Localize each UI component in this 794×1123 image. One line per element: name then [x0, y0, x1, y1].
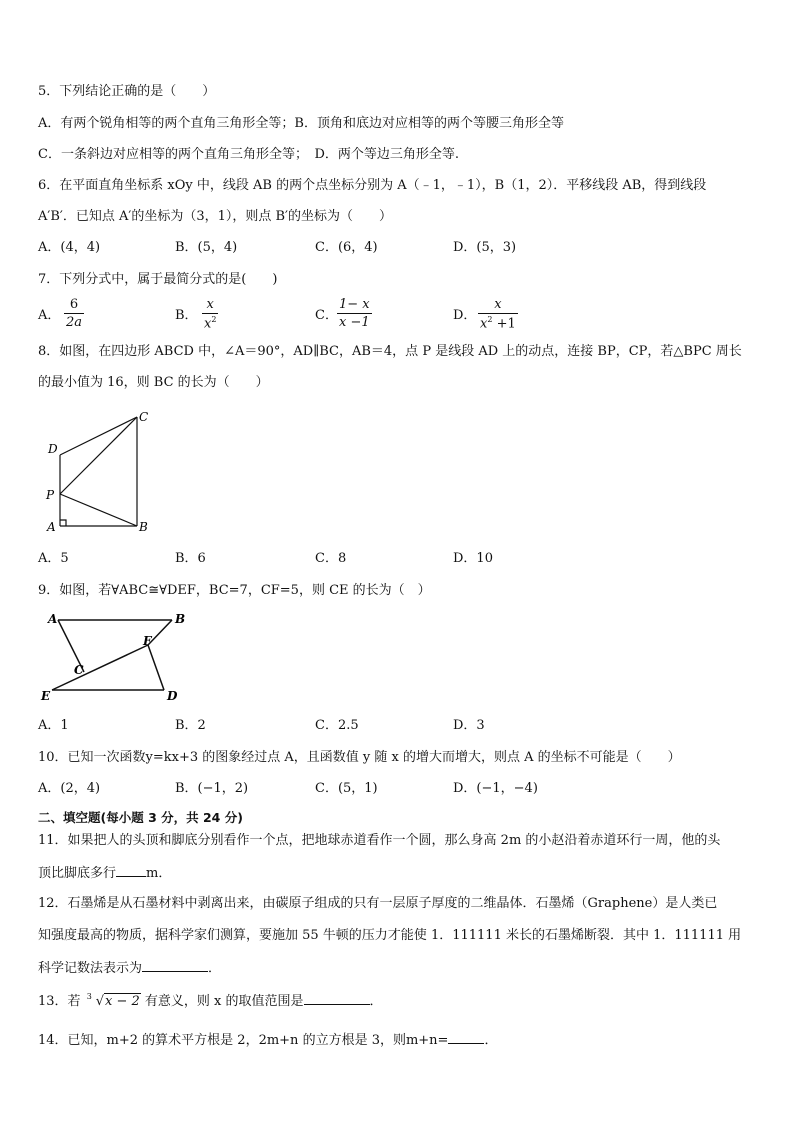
q8-segment-pb — [60, 494, 137, 526]
q12-line3-text: 科学记数法表示为 — [38, 961, 143, 976]
q6-option-b: B．(5，4) — [175, 240, 238, 255]
q9-option-c: C．2.5 — [315, 718, 359, 733]
q8-label-b: B — [139, 520, 148, 534]
q9-label-f: F — [143, 634, 152, 648]
q12-line3-end: ． — [208, 961, 222, 976]
q9-label-c: C — [74, 663, 84, 677]
q9-label-b: B — [175, 612, 186, 626]
q7-fraction-a-denominator-text: 2a — [66, 315, 83, 330]
q5-stem: 5．下列结论正确的是（ ） — [38, 84, 216, 99]
q7-fraction-b-denominator — [202, 313, 218, 331]
q7-label-a: A． — [38, 308, 61, 323]
q7-fraction-d-denominator — [478, 313, 518, 331]
q7-fraction-b — [202, 297, 218, 331]
q7-label-c: C． — [315, 308, 338, 323]
q8-segment-cd — [60, 417, 137, 455]
q8-stem-line2: 的最小值为 16，则 BC 的长为（ ） — [38, 375, 269, 390]
q7-fraction-a — [64, 297, 84, 330]
q13-end: ． — [369, 994, 383, 1009]
q7-fraction-b-denominator-base: x — [204, 316, 212, 332]
q9-triangles-figure — [38, 608, 188, 708]
section-heading-fill-in: 二、填空题(每小题 3 分，共 24 分) — [38, 810, 243, 825]
q5-options-line2: C．一条斜边对应相等的两个直角三角形全等； D．两个等边三角形全等. — [38, 147, 460, 162]
q11-line2-text: 顶比脚底多行 — [38, 866, 117, 881]
q7-stem: 7．下列分式中，属于最简分式的是( ) — [38, 272, 278, 287]
q14-text: 14．已知，m+2 的算术平方根是 2，2m+n 的立方根是 3，则m+n= — [38, 1033, 449, 1048]
q7-fraction-b-denominator-exponent: 2 — [211, 315, 217, 324]
q13-root-index: 3 — [86, 992, 92, 1001]
q8-option-a: A．5 — [38, 551, 69, 566]
q9-option-b: B．2 — [175, 718, 206, 733]
q12-line2: 知强度最高的物质，据科学家们测算，要施加 55 牛顿的压力才能使 1．111111 米长的石墨烯断裂．其中 1．111111 用 — [38, 928, 742, 943]
q9-option-d: D．3 — [453, 718, 485, 733]
q7-fraction-c-denominator-text: x −1 — [339, 315, 370, 330]
q8-option-d: D．10 — [453, 551, 493, 566]
q7-fraction-d-denominator-exponent: 2 — [487, 315, 493, 324]
q6-option-d: D．(5，3) — [453, 240, 517, 255]
q9-segment-bf — [148, 620, 172, 645]
q8-option-c: C．8 — [315, 551, 347, 566]
q11-line2-unit: m． — [146, 866, 172, 881]
q8-segment-pc — [60, 417, 137, 494]
q9-segment-ef — [52, 645, 148, 690]
q7-fraction-b-numerator: x — [206, 297, 214, 312]
q9-stem: 9．如图，若∀ABC≅∀DEF，BC=7，CF=5，则 CE 的长为（ ） — [38, 583, 431, 598]
q6-option-a: A．(4，4) — [38, 240, 101, 255]
q13-radicand: x − 2 — [104, 994, 140, 1009]
q13-line — [38, 992, 383, 1010]
q7-fraction-d — [478, 297, 518, 331]
q7-fraction-a-denominator — [64, 313, 84, 330]
q7-fraction-a-numerator: 6 — [69, 297, 79, 312]
q6-option-c: C．(6，4) — [315, 240, 378, 255]
q6-stem-line1: 6．在平面直角坐标系 xOy 中，线段 AB 的两个点坐标分别为 A（﹣1，﹣1），B（1，2）．平移线段 AB，得到线段 — [38, 178, 707, 193]
q7-fraction-d-denominator-tail: +1 — [492, 316, 516, 332]
q12-line3 — [38, 959, 221, 977]
q6-stem-line2: A′B′．已知点 A′的坐标为（3，1），则点 B′的坐标为（ ） — [38, 209, 392, 224]
q7-fraction-c-denominator — [337, 313, 372, 330]
q14-line — [38, 1031, 497, 1049]
q10-option-a: A．(2，4) — [38, 781, 101, 796]
q7-fraction-c-numerator: 1− x — [339, 297, 370, 312]
q8-label-p: P — [46, 488, 55, 502]
q8-right-angle-mark — [60, 520, 66, 526]
q14-end: ． — [484, 1033, 498, 1048]
q11-answer-blank[interactable] — [116, 864, 146, 877]
q8-label-d: D — [48, 442, 58, 456]
q13-suffix: 有意义，则 x 的取值范围是 — [144, 994, 304, 1009]
q13-prefix: 13．若 — [38, 994, 81, 1009]
q10-option-b: B．(−1，2) — [175, 781, 249, 796]
q12-answer-blank[interactable] — [142, 959, 208, 972]
q7-fraction-d-numerator: x — [494, 297, 502, 312]
q5-options-line1: A．有两个锐角相等的两个直角三角形全等；B．顶角和底边对应相等的两个等腰三角形全等 — [38, 116, 564, 131]
q8-option-b: B．6 — [175, 551, 206, 566]
q7-fraction-c — [337, 297, 372, 330]
q7-fraction-d-denominator-base: x — [480, 316, 488, 332]
q11-line1: 11．如果把人的头顶和脚底分别看作一个点，把地球赤道看作一个圆，那么身高 2m 的小赵沿着赤道环行一周，他的头 — [38, 833, 721, 848]
q13-cube-root — [87, 994, 141, 1010]
q9-label-a: A — [48, 612, 58, 626]
q13-answer-blank[interactable] — [304, 992, 370, 1005]
q10-stem: 10．已知一次函数y=kx+3 的图象经过点 A，且函数值 y 随 x 的增大而增大，则点 A 的坐标不可能是（ ） — [38, 750, 681, 765]
q9-segment-fd — [148, 645, 164, 690]
q8-stem-line1: 8．如图，在四边形 ABCD 中，∠A＝90°，AD∥BC，AB＝4，点 P 是线段 AD 上的动点，连接 BP，CP，若△BPC 周长 — [38, 344, 742, 359]
q14-answer-blank[interactable] — [448, 1031, 484, 1044]
q7-label-b: B． — [175, 308, 198, 323]
q9-label-d: D — [167, 689, 178, 703]
q13-radical-sign: √ — [95, 994, 104, 1009]
q8-quadrilateral-figure — [40, 405, 160, 540]
q10-option-c: C．(5，1) — [315, 781, 378, 796]
q8-label-c: C — [139, 410, 149, 424]
q11-line2 — [38, 864, 171, 882]
q12-line1: 12．石墨烯是从石墨材料中剥离出来，由碳原子组成的只有一层原子厚度的二维晶体．石墨烯（Graphene）是人类已 — [38, 896, 718, 911]
q9-option-a: A．1 — [38, 718, 69, 733]
q7-label-d: D． — [453, 308, 477, 323]
q9-label-e: E — [41, 689, 51, 703]
q10-option-d: D．(−1，−4) — [453, 781, 538, 796]
q8-label-a: A — [47, 520, 56, 534]
